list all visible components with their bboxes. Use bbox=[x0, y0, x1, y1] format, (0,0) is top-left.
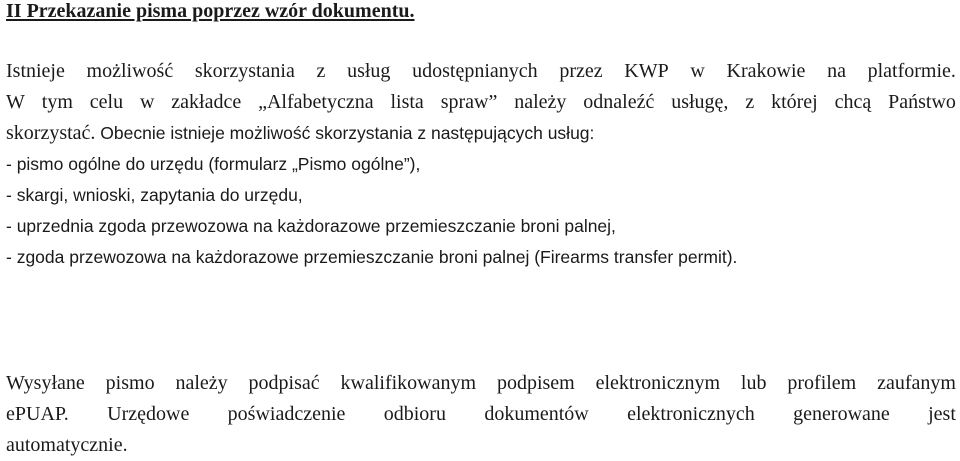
word: z bbox=[745, 91, 755, 113]
word: zaufanym bbox=[877, 372, 956, 394]
word: „Alfabetyczna bbox=[258, 91, 374, 113]
word: W bbox=[6, 91, 25, 113]
word: podpisem bbox=[496, 372, 575, 394]
word: której bbox=[771, 91, 818, 113]
paragraph1-line3 bbox=[6, 118, 956, 149]
word: zakładce bbox=[171, 91, 242, 113]
word: udostępnianych bbox=[412, 60, 538, 82]
paragraph1-line3-start: skorzystać. bbox=[6, 122, 96, 144]
paragraph-services bbox=[6, 56, 956, 273]
word: elektronicznych bbox=[627, 403, 755, 425]
word: Istnieje bbox=[6, 60, 65, 82]
word: przez bbox=[559, 60, 603, 82]
word: należy bbox=[175, 372, 228, 394]
word: jest bbox=[928, 403, 956, 425]
word: możliwość bbox=[86, 60, 174, 82]
word: pismo bbox=[105, 372, 155, 394]
word: odbioru bbox=[383, 403, 446, 425]
word: platformie. bbox=[867, 60, 956, 82]
word: odnaleźć bbox=[583, 91, 655, 113]
word: usługę, bbox=[671, 91, 729, 113]
word: tym bbox=[41, 91, 73, 113]
word: Krakowie bbox=[726, 60, 806, 82]
paragraph1-line1 bbox=[6, 56, 956, 87]
word: skorzystania bbox=[194, 60, 295, 82]
word: celu bbox=[89, 91, 124, 113]
word: elektronicznym bbox=[595, 372, 721, 394]
word: z bbox=[316, 60, 326, 82]
paragraph1-line3-rest: Obecnie istnieje możliwość skorzystania z następujących usług: bbox=[95, 123, 595, 143]
word: dokumentów bbox=[484, 403, 589, 425]
service-item: - pismo ogólne do urzędu (formularz „Pismo ogólne”), bbox=[6, 154, 421, 174]
paragraph2-line2 bbox=[6, 399, 956, 430]
word: chcą bbox=[834, 91, 872, 113]
word: w bbox=[139, 91, 155, 113]
word: należy bbox=[514, 91, 567, 113]
service-item: - uprzednia zgoda przewozowa na każdorazowe przemieszczanie broni palnej, bbox=[6, 216, 616, 236]
service-item: - skargi, wnioski, zapytania do urzędu, bbox=[6, 185, 303, 205]
word: lub bbox=[740, 372, 767, 394]
word: lista bbox=[390, 91, 424, 113]
word: Urzędowe bbox=[107, 403, 190, 425]
word: kwalifikowanym bbox=[340, 372, 477, 394]
word: Państwo bbox=[888, 91, 956, 113]
paragraph2-line1 bbox=[6, 368, 956, 399]
word: podpisać bbox=[248, 372, 320, 394]
word: usług bbox=[347, 60, 391, 82]
word: KWP bbox=[624, 60, 669, 82]
word: poświadczenie bbox=[227, 403, 346, 425]
word: Wysyłane bbox=[6, 372, 85, 394]
paragraph2-line3: automatycznie. bbox=[6, 434, 128, 456]
word: ePUAP. bbox=[6, 403, 69, 425]
word: w bbox=[690, 60, 705, 82]
service-item: - zgoda przewozowa na każdorazowe przemieszczanie broni palnej (Firearms transfer permit). bbox=[6, 247, 738, 267]
word: profilem bbox=[787, 372, 857, 394]
section-heading: II Przekazanie pisma poprzez wzór dokumentu. bbox=[6, 0, 415, 22]
word: na bbox=[827, 60, 846, 82]
document-page bbox=[6, 0, 956, 456]
word: generowane bbox=[793, 403, 890, 425]
paragraph-signature bbox=[6, 368, 956, 461]
word: spraw” bbox=[440, 91, 498, 113]
paragraph1-line2 bbox=[6, 87, 956, 118]
